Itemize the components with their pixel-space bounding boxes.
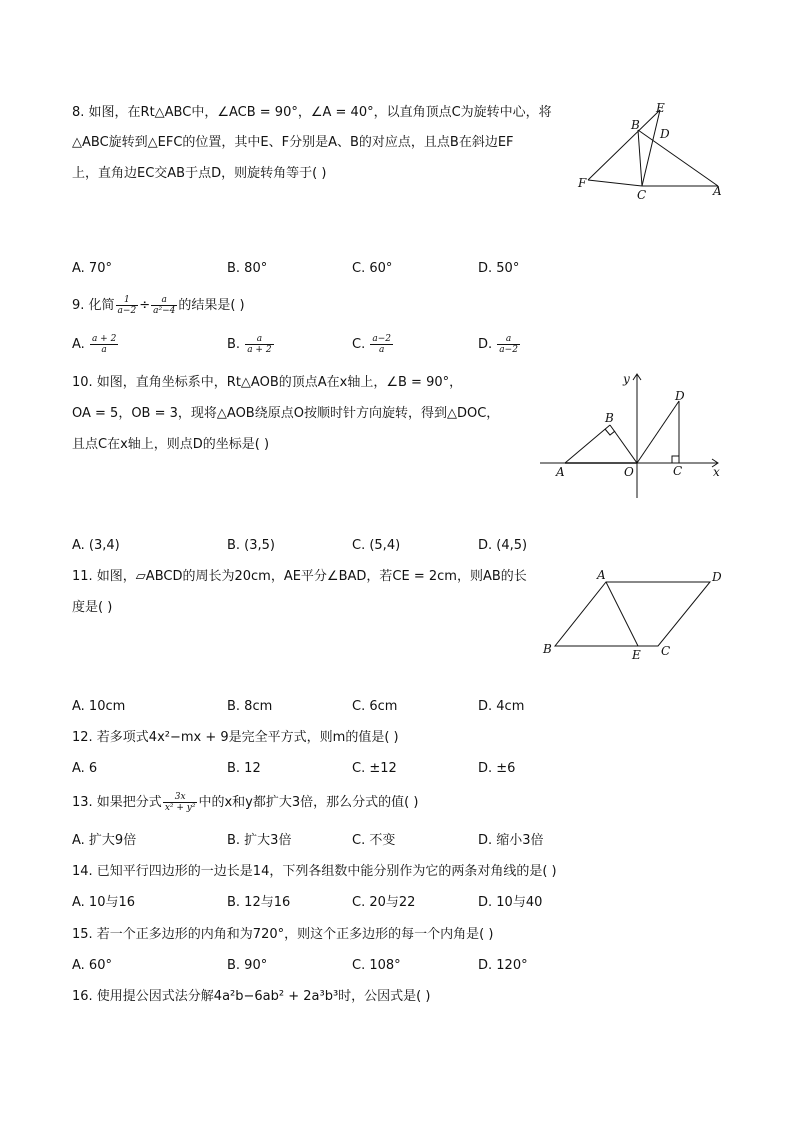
q15-option-c: C. 108° (352, 958, 401, 973)
q10-label-d: D (675, 389, 685, 403)
q12-text: 12. 若多项式4x²−mx + 9是完全平方式，则m的值是( ) (72, 730, 399, 745)
q12-option-b: B. 12 (227, 761, 261, 776)
q11-text-line-2: 度是( ) (72, 600, 113, 615)
q9-text (72, 294, 245, 318)
q11-option-d: D. 4cm (478, 699, 525, 714)
q11-label-d: D (712, 570, 722, 584)
q9-fraction-2: $\frac{a}{\text{a²−4}}$ (153, 295, 176, 316)
q15-option-b: B. 90° (227, 958, 268, 973)
q14-option-c: C. 20与22 (352, 895, 416, 910)
q10-label-y: y (623, 372, 630, 386)
q10-option-b: B. (3,5) (227, 538, 276, 553)
q8-label-c: C (637, 188, 647, 202)
q10-label-b: B (605, 411, 614, 425)
q8-label-b: B (631, 118, 640, 132)
q8-figure (570, 98, 730, 206)
q13-suffix: 中的x和y都扩大3倍，那么分式的值( ) (198, 795, 419, 810)
q15-text: 15. 若一个正多边形的内角和为720°，则这个正多边形的每一个内角是( ) (72, 927, 494, 942)
q9-option-b: B. $\frac{a}{a + 2}$ (227, 334, 272, 355)
q8-text-line-1: 8. 如图，在Rt△ABC中，∠ACB = 90°，∠A = 40°，以直角顶点C为旋转中心，将 (72, 105, 552, 120)
q13-option-c: C. 不变 (352, 833, 396, 848)
q11-label-b: B (543, 642, 552, 656)
q11-option-a: A. 10cm (72, 699, 126, 714)
q15-option-a: A. 60° (72, 958, 112, 973)
q15-option-d: D. 120° (478, 958, 528, 973)
q16-text: 16. 使用提公因式法分解4a²b−6ab² + 2a³b³时，公因式是( ) (72, 989, 431, 1004)
q11-label-c: C (661, 644, 671, 658)
q12-option-c: C. ±12 (352, 761, 397, 776)
q13-prefix: 13. 如果把分式 (72, 795, 162, 810)
q13-fraction: $\frac{3x}{\text{x² + y²}}$ (164, 792, 196, 813)
q10-label-o: O (624, 465, 634, 479)
q13-text (72, 790, 418, 816)
q8-label-f: F (578, 176, 587, 190)
q10-text-line-3: 且点C在x轴上，则点D的坐标是( ) (72, 437, 270, 452)
q10-text-line-1: 10. 如图，直角坐标系中，Rt△AOB的顶点A在x轴上，∠B = 90°， (72, 375, 463, 390)
q10-label-x: x (713, 465, 720, 479)
q8-text-line-3: 上，直角边EC交AB于点D，则旋转角等于( ) (72, 166, 327, 181)
q14-option-b: B. 12与16 (227, 895, 291, 910)
q9-fraction-1: $\frac{1}{a-2}$ (117, 295, 137, 316)
q8-label-d: D (660, 127, 670, 141)
q10-option-a: A. (3,4) (72, 538, 120, 553)
q11-label-a: A (597, 568, 606, 582)
q9-suffix: 的结果是( ) (178, 298, 245, 313)
q10-label-a: A (556, 465, 565, 479)
q10-text-line-2: OA = 5，OB = 3，现将△AOB绕原点O按顺时针方向旋转，得到△DOC， (72, 406, 500, 421)
q9-operator: ÷ (139, 298, 151, 313)
q9-option-a: A. $\frac{a + 2}{a}$ (72, 334, 117, 355)
q9-prefix: 9. 化简 (72, 298, 115, 313)
q10-label-c: C (673, 464, 683, 478)
q13-option-a: A. 扩大9倍 (72, 833, 137, 848)
q12-option-d: D. ±6 (478, 761, 516, 776)
q10-option-d: D. (4,5) (478, 538, 528, 553)
q10-figure (535, 368, 730, 503)
q12-option-a: A. 6 (72, 761, 98, 776)
q11-option-b: B. 8cm (227, 699, 273, 714)
q11-text-line-1: 11. 如图，▱ABCD的周长为20cm，AE平分∠BAD，若CE = 2cm，则AB的长 (72, 569, 527, 584)
q14-option-d: D. 10与40 (478, 895, 543, 910)
q11-figure (538, 566, 728, 666)
q8-option-a: A. 70° (72, 261, 112, 276)
q11-option-c: C. 6cm (352, 699, 398, 714)
q9-option-c: C. $\frac{a-2}{a}$ (352, 334, 391, 355)
q8-option-c: C. 60° (352, 261, 393, 276)
q14-text: 14. 已知平行四边形的一边长是14，下列各组数中能分别作为它的两条对角线的是( ) (72, 864, 557, 879)
q8-option-d: D. 50° (478, 261, 520, 276)
q14-option-a: A. 10与16 (72, 895, 136, 910)
q11-label-e: E (632, 648, 641, 662)
q9-option-d: D. $\frac{a}{a-2}$ (478, 334, 518, 355)
q8-label-a: A (713, 184, 722, 198)
q10-option-c: C. (5,4) (352, 538, 401, 553)
q8-label-e: E (656, 101, 665, 115)
q8-option-b: B. 80° (227, 261, 268, 276)
q13-option-d: D. 缩小3倍 (478, 833, 544, 848)
q13-option-b: B. 扩大3倍 (227, 833, 292, 848)
q8-text-line-2: △ABC旋转到△EFC的位置，其中E、F分别是A、B的对应点，且点B在斜边EF (72, 135, 514, 150)
